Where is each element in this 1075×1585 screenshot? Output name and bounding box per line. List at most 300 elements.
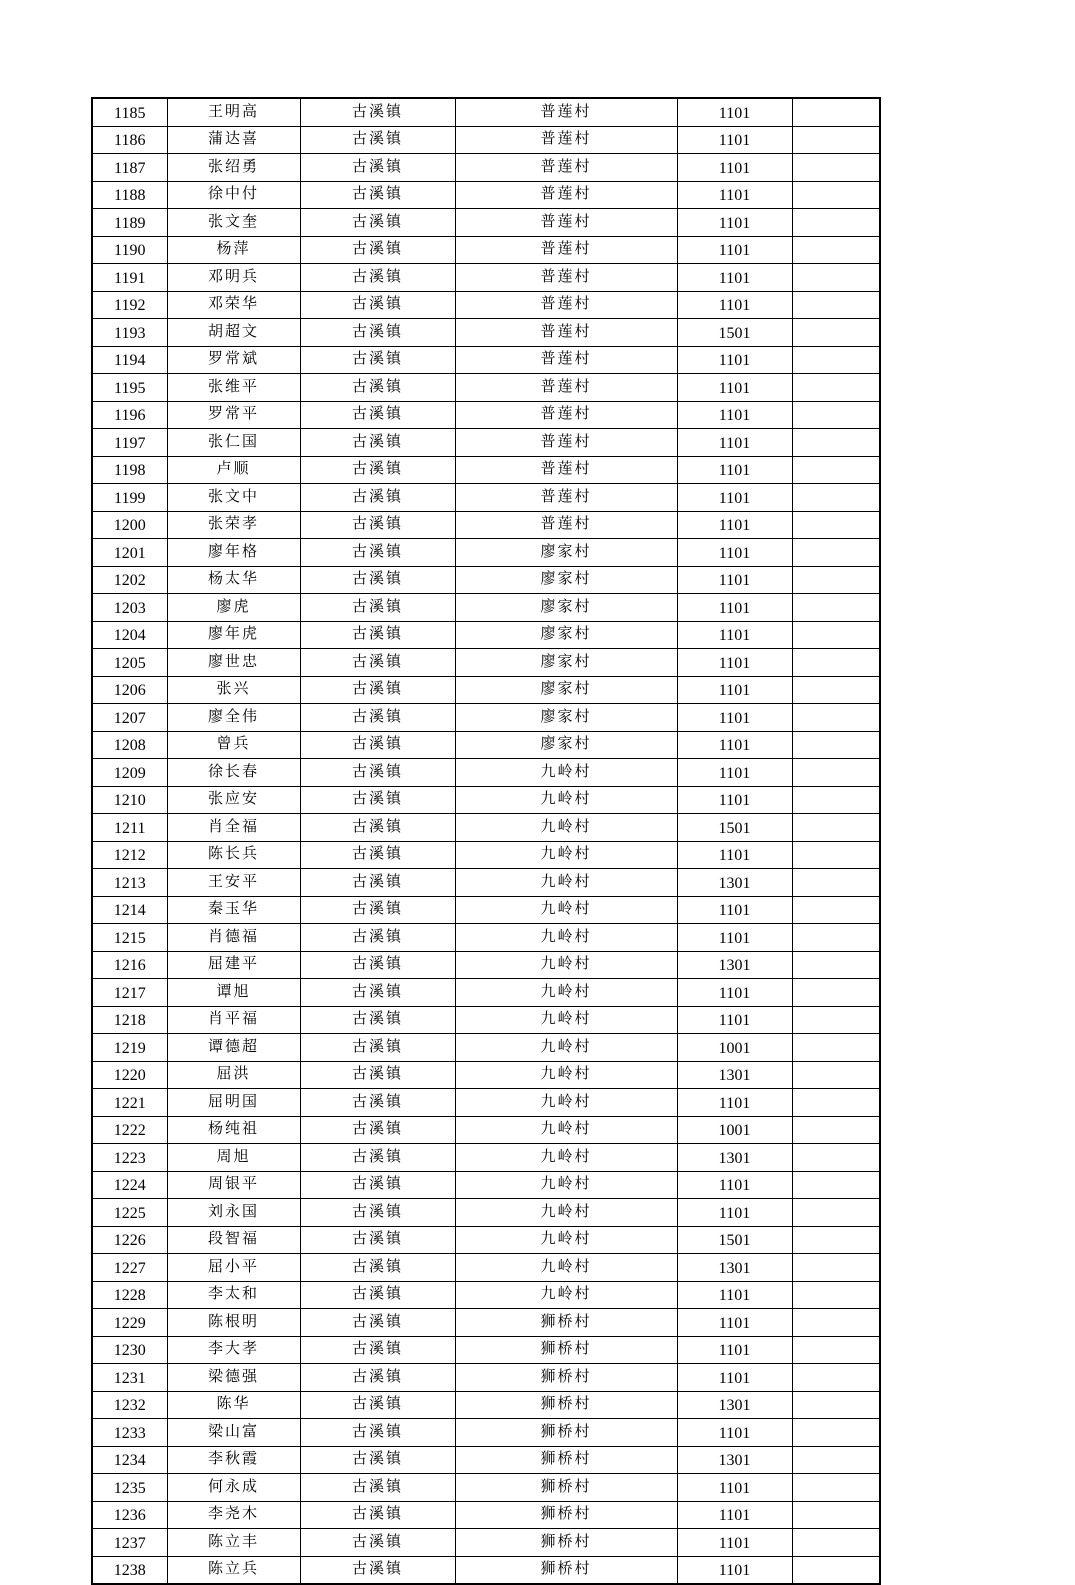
- name-cell: 张仁国: [167, 429, 300, 457]
- town-cell: 古溪镇: [300, 484, 455, 512]
- row-number-cell: 1192: [92, 291, 167, 319]
- village-cell: 狮桥村: [455, 1364, 677, 1392]
- code-cell: 1101: [677, 126, 792, 154]
- blank-cell: [792, 924, 880, 952]
- village-cell: 狮桥村: [455, 1391, 677, 1419]
- village-cell: 普莲村: [455, 264, 677, 292]
- code-cell: 1101: [677, 1309, 792, 1337]
- name-cell: 曾兵: [167, 731, 300, 759]
- table-row: [92, 511, 880, 539]
- village-cell: 九岭村: [455, 896, 677, 924]
- town-cell: 古溪镇: [300, 841, 455, 869]
- blank-cell: [792, 511, 880, 539]
- name-cell: 杨太华: [167, 566, 300, 594]
- name-cell: 肖德福: [167, 924, 300, 952]
- table-row: [92, 346, 880, 374]
- town-cell: 古溪镇: [300, 1034, 455, 1062]
- row-number-cell: 1232: [92, 1391, 167, 1419]
- village-cell: 九岭村: [455, 979, 677, 1007]
- town-cell: 古溪镇: [300, 979, 455, 1007]
- town-cell: 古溪镇: [300, 869, 455, 897]
- code-cell: 1101: [677, 786, 792, 814]
- blank-cell: [792, 759, 880, 787]
- name-cell: 张绍勇: [167, 154, 300, 182]
- code-cell: 1301: [677, 1446, 792, 1474]
- blank-cell: [792, 621, 880, 649]
- village-cell: 普莲村: [455, 98, 677, 126]
- row-number-cell: 1191: [92, 264, 167, 292]
- blank-cell: [792, 456, 880, 484]
- row-number-cell: 1200: [92, 511, 167, 539]
- table-row: [92, 401, 880, 429]
- row-number-cell: 1217: [92, 979, 167, 1007]
- village-cell: 九岭村: [455, 1061, 677, 1089]
- name-cell: 罗常平: [167, 401, 300, 429]
- town-cell: 古溪镇: [300, 649, 455, 677]
- village-cell: 狮桥村: [455, 1446, 677, 1474]
- table-row: [92, 154, 880, 182]
- table-row: [92, 649, 880, 677]
- name-cell: 陈根明: [167, 1309, 300, 1337]
- row-number-cell: 1228: [92, 1281, 167, 1309]
- code-cell: 1101: [677, 181, 792, 209]
- blank-cell: [792, 676, 880, 704]
- town-cell: 古溪镇: [300, 154, 455, 182]
- name-cell: 王安平: [167, 869, 300, 897]
- roster-table-body: [92, 98, 880, 1584]
- table-row: [92, 704, 880, 732]
- code-cell: 1101: [677, 566, 792, 594]
- code-cell: 1101: [677, 1419, 792, 1447]
- row-number-cell: 1230: [92, 1336, 167, 1364]
- code-cell: 1101: [677, 291, 792, 319]
- row-number-cell: 1229: [92, 1309, 167, 1337]
- table-row: [92, 1171, 880, 1199]
- code-cell: 1101: [677, 704, 792, 732]
- row-number-cell: 1227: [92, 1254, 167, 1282]
- village-cell: 普莲村: [455, 319, 677, 347]
- blank-cell: [792, 429, 880, 457]
- table-row: [92, 1116, 880, 1144]
- blank-cell: [792, 1144, 880, 1172]
- blank-cell: [792, 1116, 880, 1144]
- table-row: [92, 319, 880, 347]
- blank-cell: [792, 1446, 880, 1474]
- name-cell: 周银平: [167, 1171, 300, 1199]
- name-cell: 何永成: [167, 1474, 300, 1502]
- row-number-cell: 1215: [92, 924, 167, 952]
- town-cell: 古溪镇: [300, 1199, 455, 1227]
- row-number-cell: 1219: [92, 1034, 167, 1062]
- blank-cell: [792, 98, 880, 126]
- table-row: [92, 1336, 880, 1364]
- table-row: [92, 126, 880, 154]
- row-number-cell: 1234: [92, 1446, 167, 1474]
- code-cell: 1101: [677, 1281, 792, 1309]
- blank-cell: [792, 1199, 880, 1227]
- table-row: [92, 786, 880, 814]
- name-cell: 廖年格: [167, 539, 300, 567]
- name-cell: 王明高: [167, 98, 300, 126]
- town-cell: 古溪镇: [300, 1474, 455, 1502]
- row-number-cell: 1220: [92, 1061, 167, 1089]
- code-cell: 1101: [677, 924, 792, 952]
- name-cell: 张荣孝: [167, 511, 300, 539]
- town-cell: 古溪镇: [300, 511, 455, 539]
- row-number-cell: 1226: [92, 1226, 167, 1254]
- village-cell: 狮桥村: [455, 1529, 677, 1557]
- row-number-cell: 1194: [92, 346, 167, 374]
- town-cell: 古溪镇: [300, 704, 455, 732]
- code-cell: 1101: [677, 1529, 792, 1557]
- code-cell: 1001: [677, 1116, 792, 1144]
- code-cell: 1101: [677, 1171, 792, 1199]
- name-cell: 李大孝: [167, 1336, 300, 1364]
- town-cell: 古溪镇: [300, 1254, 455, 1282]
- town-cell: 古溪镇: [300, 621, 455, 649]
- code-cell: 1501: [677, 1226, 792, 1254]
- row-number-cell: 1203: [92, 594, 167, 622]
- name-cell: 廖全伟: [167, 704, 300, 732]
- table-row: [92, 236, 880, 264]
- blank-cell: [792, 704, 880, 732]
- town-cell: 古溪镇: [300, 346, 455, 374]
- village-cell: 普莲村: [455, 484, 677, 512]
- town-cell: 古溪镇: [300, 566, 455, 594]
- table-row: [92, 429, 880, 457]
- row-number-cell: 1238: [92, 1556, 167, 1584]
- blank-cell: [792, 1419, 880, 1447]
- village-cell: 廖家村: [455, 649, 677, 677]
- blank-cell: [792, 126, 880, 154]
- row-number-cell: 1212: [92, 841, 167, 869]
- code-cell: 1101: [677, 1501, 792, 1529]
- village-cell: 九岭村: [455, 1226, 677, 1254]
- town-cell: 古溪镇: [300, 759, 455, 787]
- code-cell: 1101: [677, 649, 792, 677]
- town-cell: 古溪镇: [300, 1391, 455, 1419]
- town-cell: 古溪镇: [300, 264, 455, 292]
- village-cell: 普莲村: [455, 429, 677, 457]
- town-cell: 古溪镇: [300, 1171, 455, 1199]
- table-row: [92, 1556, 880, 1584]
- name-cell: 张文中: [167, 484, 300, 512]
- code-cell: 1101: [677, 621, 792, 649]
- name-cell: 廖年虎: [167, 621, 300, 649]
- name-cell: 张应安: [167, 786, 300, 814]
- table-row: [92, 484, 880, 512]
- name-cell: 周旭: [167, 1144, 300, 1172]
- town-cell: 古溪镇: [300, 1089, 455, 1117]
- row-number-cell: 1222: [92, 1116, 167, 1144]
- table-row: [92, 1419, 880, 1447]
- blank-cell: [792, 1501, 880, 1529]
- roster-table: [91, 97, 881, 1585]
- village-cell: 普莲村: [455, 209, 677, 237]
- blank-cell: [792, 1556, 880, 1584]
- blank-cell: [792, 209, 880, 237]
- town-cell: 古溪镇: [300, 374, 455, 402]
- table-row: [92, 814, 880, 842]
- blank-cell: [792, 1281, 880, 1309]
- village-cell: 九岭村: [455, 759, 677, 787]
- code-cell: 1101: [677, 759, 792, 787]
- village-cell: 普莲村: [455, 291, 677, 319]
- row-number-cell: 1186: [92, 126, 167, 154]
- blank-cell: [792, 401, 880, 429]
- table-row: [92, 979, 880, 1007]
- blank-cell: [792, 1171, 880, 1199]
- code-cell: 1101: [677, 1364, 792, 1392]
- code-cell: 1101: [677, 1556, 792, 1584]
- village-cell: 狮桥村: [455, 1501, 677, 1529]
- blank-cell: [792, 484, 880, 512]
- name-cell: 谭德超: [167, 1034, 300, 1062]
- village-cell: 狮桥村: [455, 1474, 677, 1502]
- code-cell: 1101: [677, 209, 792, 237]
- name-cell: 廖虎: [167, 594, 300, 622]
- code-cell: 1501: [677, 319, 792, 347]
- town-cell: 古溪镇: [300, 594, 455, 622]
- name-cell: 张兴: [167, 676, 300, 704]
- name-cell: 屈建平: [167, 951, 300, 979]
- name-cell: 陈立兵: [167, 1556, 300, 1584]
- town-cell: 古溪镇: [300, 126, 455, 154]
- town-cell: 古溪镇: [300, 1281, 455, 1309]
- name-cell: 肖平福: [167, 1006, 300, 1034]
- name-cell: 段智福: [167, 1226, 300, 1254]
- row-number-cell: 1205: [92, 649, 167, 677]
- blank-cell: [792, 236, 880, 264]
- row-number-cell: 1221: [92, 1089, 167, 1117]
- row-number-cell: 1196: [92, 401, 167, 429]
- village-cell: 普莲村: [455, 126, 677, 154]
- name-cell: 张维平: [167, 374, 300, 402]
- town-cell: 古溪镇: [300, 951, 455, 979]
- table-row: [92, 209, 880, 237]
- town-cell: 古溪镇: [300, 236, 455, 264]
- code-cell: 1301: [677, 1061, 792, 1089]
- town-cell: 古溪镇: [300, 1446, 455, 1474]
- blank-cell: [792, 731, 880, 759]
- town-cell: 古溪镇: [300, 1116, 455, 1144]
- row-number-cell: 1223: [92, 1144, 167, 1172]
- code-cell: 1101: [677, 594, 792, 622]
- town-cell: 古溪镇: [300, 1364, 455, 1392]
- name-cell: 陈立丰: [167, 1529, 300, 1557]
- town-cell: 古溪镇: [300, 209, 455, 237]
- row-number-cell: 1208: [92, 731, 167, 759]
- blank-cell: [792, 786, 880, 814]
- table-row: [92, 1501, 880, 1529]
- code-cell: 1101: [677, 484, 792, 512]
- code-cell: 1101: [677, 1089, 792, 1117]
- row-number-cell: 1225: [92, 1199, 167, 1227]
- code-cell: 1301: [677, 869, 792, 897]
- name-cell: 肖全福: [167, 814, 300, 842]
- blank-cell: [792, 1089, 880, 1117]
- blank-cell: [792, 1391, 880, 1419]
- village-cell: 普莲村: [455, 236, 677, 264]
- name-cell: 屈小平: [167, 1254, 300, 1282]
- row-number-cell: 1231: [92, 1364, 167, 1392]
- name-cell: 梁山富: [167, 1419, 300, 1447]
- village-cell: 狮桥村: [455, 1419, 677, 1447]
- blank-cell: [792, 649, 880, 677]
- code-cell: 1001: [677, 1034, 792, 1062]
- village-cell: 普莲村: [455, 374, 677, 402]
- blank-cell: [792, 566, 880, 594]
- code-cell: 1301: [677, 1144, 792, 1172]
- table-row: [92, 1144, 880, 1172]
- code-cell: 1301: [677, 1391, 792, 1419]
- code-cell: 1101: [677, 1199, 792, 1227]
- table-row: [92, 566, 880, 594]
- town-cell: 古溪镇: [300, 539, 455, 567]
- row-number-cell: 1206: [92, 676, 167, 704]
- row-number-cell: 1204: [92, 621, 167, 649]
- table-row: [92, 1309, 880, 1337]
- blank-cell: [792, 1364, 880, 1392]
- table-row: [92, 1089, 880, 1117]
- table-row: [92, 731, 880, 759]
- table-row: [92, 676, 880, 704]
- village-cell: 普莲村: [455, 401, 677, 429]
- village-cell: 九岭村: [455, 1144, 677, 1172]
- blank-cell: [792, 1061, 880, 1089]
- village-cell: 九岭村: [455, 1089, 677, 1117]
- town-cell: 古溪镇: [300, 676, 455, 704]
- village-cell: 廖家村: [455, 594, 677, 622]
- row-number-cell: 1185: [92, 98, 167, 126]
- blank-cell: [792, 264, 880, 292]
- table-row: [92, 1529, 880, 1557]
- village-cell: 九岭村: [455, 1006, 677, 1034]
- name-cell: 李太和: [167, 1281, 300, 1309]
- town-cell: 古溪镇: [300, 1501, 455, 1529]
- table-row: [92, 1446, 880, 1474]
- name-cell: 屈洪: [167, 1061, 300, 1089]
- village-cell: 普莲村: [455, 181, 677, 209]
- name-cell: 刘永国: [167, 1199, 300, 1227]
- village-cell: 狮桥村: [455, 1556, 677, 1584]
- town-cell: 古溪镇: [300, 814, 455, 842]
- code-cell: 1301: [677, 951, 792, 979]
- code-cell: 1101: [677, 676, 792, 704]
- town-cell: 古溪镇: [300, 319, 455, 347]
- row-number-cell: 1233: [92, 1419, 167, 1447]
- village-cell: 九岭村: [455, 951, 677, 979]
- row-number-cell: 1216: [92, 951, 167, 979]
- row-number-cell: 1189: [92, 209, 167, 237]
- blank-cell: [792, 1529, 880, 1557]
- code-cell: 1101: [677, 429, 792, 457]
- town-cell: 古溪镇: [300, 429, 455, 457]
- name-cell: 李尧木: [167, 1501, 300, 1529]
- table-row: [92, 1474, 880, 1502]
- code-cell: 1101: [677, 401, 792, 429]
- blank-cell: [792, 539, 880, 567]
- code-cell: 1101: [677, 456, 792, 484]
- name-cell: 杨萍: [167, 236, 300, 264]
- village-cell: 廖家村: [455, 566, 677, 594]
- village-cell: 九岭村: [455, 1034, 677, 1062]
- village-cell: 九岭村: [455, 841, 677, 869]
- village-cell: 九岭村: [455, 814, 677, 842]
- village-cell: 九岭村: [455, 1281, 677, 1309]
- name-cell: 杨纯祖: [167, 1116, 300, 1144]
- name-cell: 秦玉华: [167, 896, 300, 924]
- name-cell: 罗常斌: [167, 346, 300, 374]
- name-cell: 李秋霞: [167, 1446, 300, 1474]
- table-row: [92, 264, 880, 292]
- row-number-cell: 1218: [92, 1006, 167, 1034]
- blank-cell: [792, 896, 880, 924]
- table-row: [92, 621, 880, 649]
- village-cell: 九岭村: [455, 924, 677, 952]
- row-number-cell: 1190: [92, 236, 167, 264]
- table-row: [92, 374, 880, 402]
- code-cell: 1101: [677, 841, 792, 869]
- row-number-cell: 1209: [92, 759, 167, 787]
- blank-cell: [792, 1309, 880, 1337]
- code-cell: 1101: [677, 511, 792, 539]
- town-cell: 古溪镇: [300, 924, 455, 952]
- row-number-cell: 1187: [92, 154, 167, 182]
- town-cell: 古溪镇: [300, 98, 455, 126]
- name-cell: 张文奎: [167, 209, 300, 237]
- town-cell: 古溪镇: [300, 1006, 455, 1034]
- village-cell: 普莲村: [455, 511, 677, 539]
- row-number-cell: 1197: [92, 429, 167, 457]
- row-number-cell: 1188: [92, 181, 167, 209]
- town-cell: 古溪镇: [300, 1309, 455, 1337]
- table-row: [92, 1006, 880, 1034]
- village-cell: 廖家村: [455, 539, 677, 567]
- town-cell: 古溪镇: [300, 786, 455, 814]
- village-cell: 普莲村: [455, 456, 677, 484]
- village-cell: 廖家村: [455, 676, 677, 704]
- table-row: [92, 1226, 880, 1254]
- table-row: [92, 924, 880, 952]
- name-cell: 邓荣华: [167, 291, 300, 319]
- code-cell: 1101: [677, 154, 792, 182]
- name-cell: 卢顺: [167, 456, 300, 484]
- name-cell: 陈长兵: [167, 841, 300, 869]
- village-cell: 九岭村: [455, 1116, 677, 1144]
- town-cell: 古溪镇: [300, 1144, 455, 1172]
- code-cell: 1101: [677, 896, 792, 924]
- code-cell: 1101: [677, 1474, 792, 1502]
- village-cell: 普莲村: [455, 154, 677, 182]
- village-cell: 九岭村: [455, 869, 677, 897]
- code-cell: 1501: [677, 814, 792, 842]
- code-cell: 1101: [677, 1006, 792, 1034]
- table-row: [92, 181, 880, 209]
- table-row: [92, 1254, 880, 1282]
- table-row: [92, 594, 880, 622]
- row-number-cell: 1213: [92, 869, 167, 897]
- name-cell: 谭旭: [167, 979, 300, 1007]
- table-row: [92, 1199, 880, 1227]
- village-cell: 普莲村: [455, 346, 677, 374]
- blank-cell: [792, 869, 880, 897]
- row-number-cell: 1193: [92, 319, 167, 347]
- code-cell: 1101: [677, 1336, 792, 1364]
- row-number-cell: 1237: [92, 1529, 167, 1557]
- code-cell: 1101: [677, 98, 792, 126]
- code-cell: 1101: [677, 264, 792, 292]
